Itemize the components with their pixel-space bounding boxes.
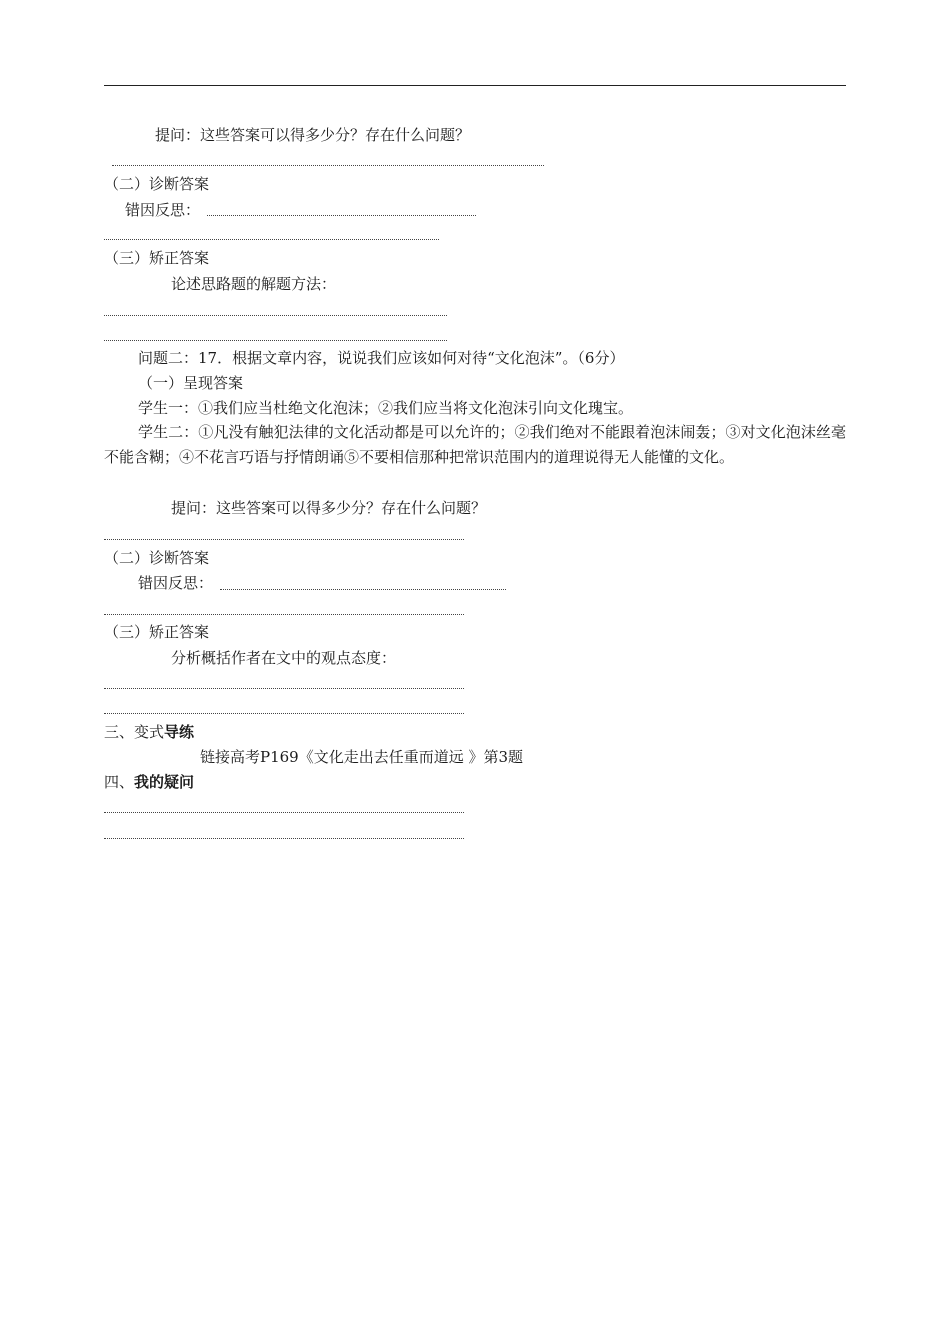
q2-present-heading: （一）呈现答案 bbox=[138, 374, 244, 392]
q1-method-label: 论述思路题的解题方法： bbox=[171, 275, 337, 293]
q2-diagnose-heading: （二）诊断答案 bbox=[104, 549, 210, 567]
q1-answer-line bbox=[112, 165, 544, 166]
q2-method-line-1 bbox=[104, 688, 464, 689]
q2-student2-answer: 学生二：①凡没有触犯法律的文化活动都是可以允许的；②我们绝对不能跟着泡沫闹轰；③对文化泡沫丝毫不能含糊；④不花言巧语与抒情朗诵⑤不要相信那种把常识范围内的道理说得无人能懂的文化。 bbox=[104, 423, 846, 466]
q1-error-line-2 bbox=[104, 239, 439, 240]
q2-error-label: 错因反思： bbox=[138, 574, 214, 592]
q2-correct-heading: （三）矫正答案 bbox=[104, 623, 210, 641]
q2-title: 问题二：17．根据文章内容，说说我们应该如何对待“文化泡沫”。（6分） bbox=[138, 349, 625, 367]
q2-error-line-2 bbox=[104, 614, 464, 615]
q1-correct-heading: （三）矫正答案 bbox=[104, 249, 210, 267]
q2-error-line bbox=[220, 589, 506, 590]
q1-method-line-1 bbox=[104, 315, 447, 316]
q2-student1-answer: 学生一：①我们应当杜绝文化泡沫；②我们应当将文化泡沫引向文化瑰宝。 bbox=[138, 399, 634, 417]
q1-error-label: 错因反思： bbox=[125, 201, 201, 219]
q1-diagnose-heading: （二）诊断答案 bbox=[104, 175, 210, 193]
q2-answer-line bbox=[104, 539, 464, 540]
section4-heading bbox=[104, 772, 194, 792]
q2-method-line-2 bbox=[104, 713, 464, 714]
q2-method-label: 分析概括作者在文中的观点态度： bbox=[171, 649, 397, 667]
section4-line-1 bbox=[104, 812, 464, 813]
q2-prompt: 提问：这些答案可以得多少分？存在什么问题？ bbox=[171, 499, 487, 517]
q1-error-line bbox=[207, 215, 476, 216]
section3-heading bbox=[104, 722, 194, 742]
section3-bold: 导练 bbox=[164, 723, 195, 741]
header-rule bbox=[104, 85, 846, 86]
q1-prompt: 提问：这些答案可以得多少分？存在什么问题？ bbox=[155, 126, 471, 144]
section4-line-2 bbox=[104, 838, 464, 839]
section4-bold: 我的疑问 bbox=[134, 773, 195, 791]
section3-prefix: 三、变式 bbox=[104, 723, 165, 741]
section4-prefix: 四、 bbox=[104, 773, 135, 791]
q1-method-line-2 bbox=[104, 340, 447, 341]
section3-link: 链接高考P169《文化走出去任重而道远 》第3题 bbox=[200, 748, 524, 766]
